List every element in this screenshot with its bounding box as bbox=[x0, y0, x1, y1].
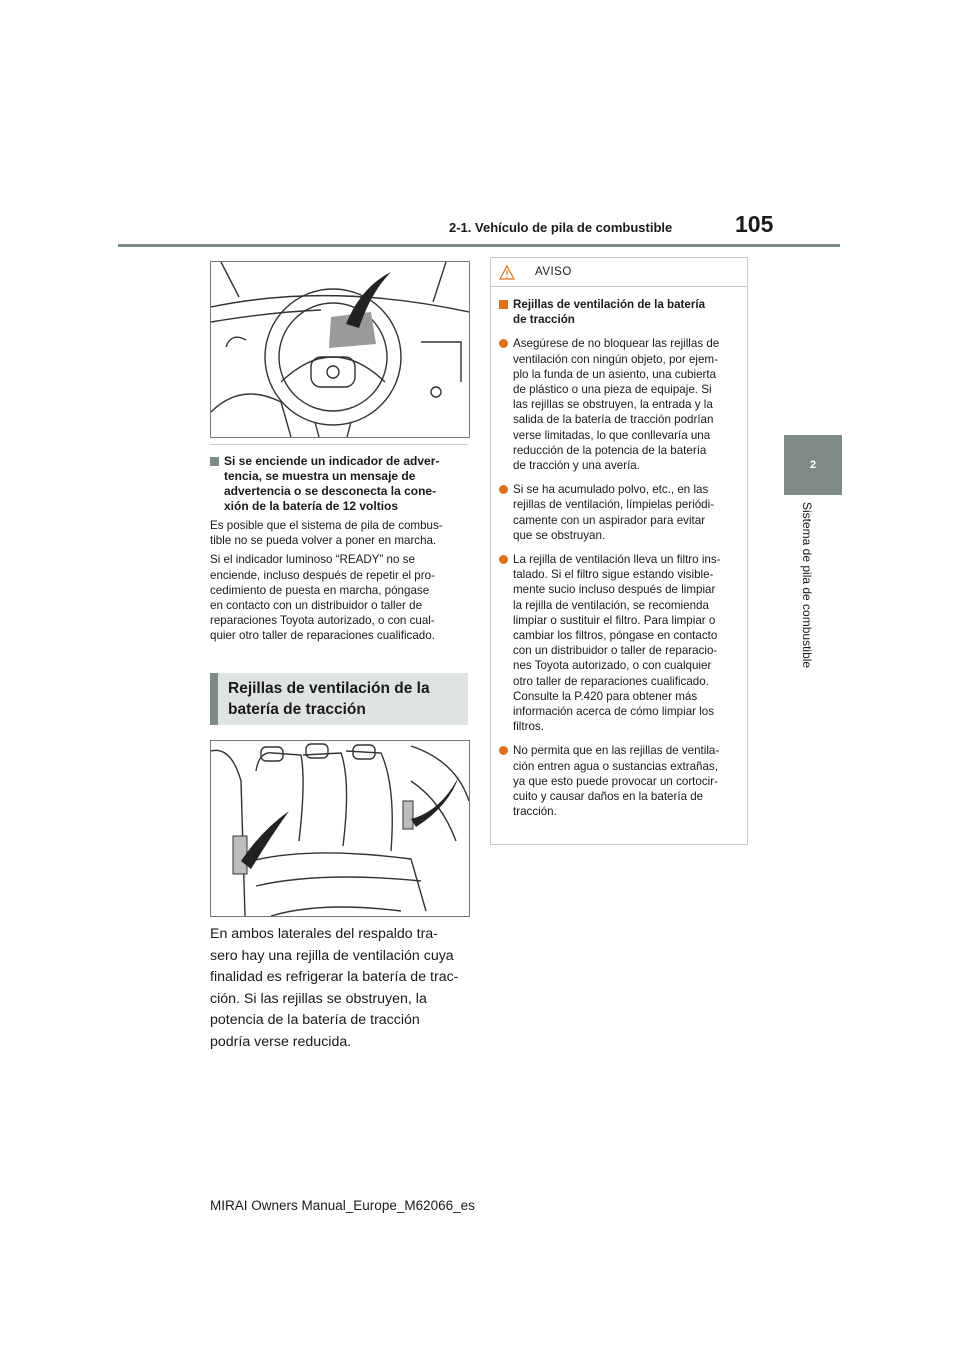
vent-description bbox=[210, 924, 472, 1053]
warning-triangle-icon bbox=[499, 265, 515, 280]
paragraph-line: en contacto con un distribuidor o taller de bbox=[210, 599, 423, 613]
body-line: podría verse reducida. bbox=[210, 1033, 352, 1050]
warning-bullet bbox=[499, 482, 737, 543]
bullet-line: limpiar o sustituir el filtro. Para limpiar o bbox=[513, 613, 716, 627]
paragraph-line: enciende, incluso después de repetir el pro- bbox=[210, 568, 435, 582]
bullet-line: Consulte la P.420 para obtener más bbox=[513, 689, 698, 703]
circle-bullet-icon bbox=[499, 746, 508, 755]
subsection-title-line: Si se enciende un indicador de adver- bbox=[224, 454, 440, 468]
bullet-line: talado. Si el filtro sigue estando visible- bbox=[513, 568, 714, 582]
bullet-line: que se obstruyan. bbox=[513, 528, 606, 542]
bullet-line: ción entren agua o sustancias extrañas, bbox=[513, 759, 718, 773]
bullet-line: reducción de la potencia de la batería bbox=[513, 443, 707, 457]
bullet-line: con un distribuidor o taller de reparacio- bbox=[513, 644, 718, 658]
square-bullet-icon bbox=[210, 457, 219, 466]
subsection-title-line: advertencia o se desconecta la cone- bbox=[224, 484, 437, 498]
paragraph-line: reparaciones Toyota autorizado, o con cual- bbox=[210, 614, 435, 628]
bullet-line: de plástico o una pieza de equipaje. Si bbox=[513, 383, 712, 397]
warning-bullet bbox=[499, 743, 737, 819]
warning-indicator-section bbox=[210, 454, 470, 644]
paragraph-line: cedimiento de puesta en marcha, póngase bbox=[210, 583, 430, 597]
paragraph-ready-indicator bbox=[210, 552, 470, 643]
chapter-tab bbox=[784, 435, 842, 495]
bullet-line: plo la funda de un asiento, una cubierta bbox=[513, 367, 717, 381]
body-line: finalidad es refrigerar la batería de trac- bbox=[210, 969, 459, 985]
warning-box bbox=[490, 257, 748, 845]
subsection-title bbox=[210, 454, 470, 514]
body-line: sero hay una rejilla de ventilación cuya bbox=[210, 947, 454, 964]
subsection-title-line: xión de la batería de 12 voltios bbox=[224, 499, 399, 513]
bullet-line: Asegúrese de no bloquear las rejillas de bbox=[513, 337, 720, 351]
bullet-line: No permita que en las rejillas de ventila- bbox=[513, 744, 720, 758]
bullet-line: La rejilla de ventilación lleva un filtro ins- bbox=[513, 553, 721, 567]
page-number: 105 bbox=[735, 211, 774, 237]
bullet-line: rejillas de ventilación, límpielas periódi- bbox=[513, 498, 715, 512]
bullet-line: verse limitadas, lo que conllevaría una bbox=[513, 428, 711, 442]
paragraph-line: quier otro taller de reparaciones cualificado. bbox=[210, 629, 435, 643]
footer-document-id: MIRAI Owners Manual_Europe_M62066_es bbox=[210, 1198, 475, 1213]
bullet-line: de tracción y una avería. bbox=[513, 459, 640, 473]
warning-body bbox=[491, 287, 747, 820]
heading-line: Rejillas de ventilación de la bbox=[228, 680, 430, 697]
rear-seat-illustration bbox=[210, 740, 470, 917]
warning-label: AVISO bbox=[535, 266, 572, 278]
circle-bullet-icon bbox=[499, 339, 508, 348]
warning-title-line: Rejillas de ventilación de la batería bbox=[513, 298, 706, 311]
chapter-number: 2 bbox=[809, 459, 817, 471]
warning-header bbox=[491, 258, 747, 287]
dashboard-drawing bbox=[211, 262, 469, 437]
bullet-line: cuito y causar daños en la batería de bbox=[513, 790, 704, 804]
body-line: ción. Si las rejillas se obstruyen, la bbox=[210, 990, 427, 1007]
square-bullet-icon bbox=[499, 300, 508, 309]
paragraph-line: Si el indicador luminoso “READY” no se bbox=[210, 553, 415, 567]
bullet-line: filtros. bbox=[513, 720, 544, 734]
warning-title-line: de tracción bbox=[513, 313, 575, 327]
warning-bullet bbox=[499, 552, 737, 734]
warning-title bbox=[499, 297, 737, 327]
circle-bullet-icon bbox=[499, 485, 508, 494]
chapter-side-label: Sistema de pila de combustible bbox=[800, 502, 814, 669]
paragraph-line: Es posible que el sistema de pila de combus- bbox=[210, 519, 443, 532]
bullet-line: salida de la batería de tracción podrían bbox=[513, 413, 714, 427]
paragraph-restart bbox=[210, 518, 470, 548]
header-rule bbox=[118, 244, 840, 247]
bullet-line: tracción. bbox=[513, 805, 557, 819]
rear-seat-drawing bbox=[211, 741, 469, 916]
bullet-line: información acerca de cómo limpiar los bbox=[513, 705, 715, 719]
paragraph-line: tible no se pueda volver a poner en marcha. bbox=[210, 534, 437, 548]
heading-line: batería de tracción bbox=[228, 701, 366, 718]
divider bbox=[210, 444, 468, 445]
section-heading bbox=[210, 673, 468, 725]
bullet-line: ventilación con ningún objeto, por ejem- bbox=[513, 352, 718, 366]
bullet-line: la rejilla de ventilación, se recomienda bbox=[513, 598, 709, 612]
bullet-line: las rejillas se obstruyen, la entrada y la bbox=[513, 398, 713, 412]
circle-bullet-icon bbox=[499, 555, 508, 564]
warning-bullet bbox=[499, 336, 737, 473]
bullet-line: Si se ha acumulado polvo, etc., en las bbox=[513, 483, 709, 497]
bullet-line: mente sucio incluso después de limpiar bbox=[513, 583, 716, 597]
bullet-line: otro taller de reparaciones cualificado. bbox=[513, 674, 709, 688]
subsection-title-line: tencia, se muestra un mensaje de bbox=[224, 469, 416, 483]
bullet-line: nes Toyota autorizado, o con cualquier bbox=[513, 659, 712, 673]
body-line: En ambos laterales del respaldo tra- bbox=[210, 926, 438, 942]
bullet-line: camente con un aspirador para evitar bbox=[513, 513, 706, 527]
bullet-line: ya que esto puede provocar un cortocir- bbox=[513, 774, 718, 788]
bullet-line: cambiar los filtros, póngase en contacto bbox=[513, 629, 718, 643]
body-line: potencia de la batería de tracción bbox=[210, 1012, 420, 1028]
section-title: 2-1. Vehículo de pila de combustible bbox=[449, 220, 673, 235]
dashboard-illustration bbox=[210, 261, 470, 438]
